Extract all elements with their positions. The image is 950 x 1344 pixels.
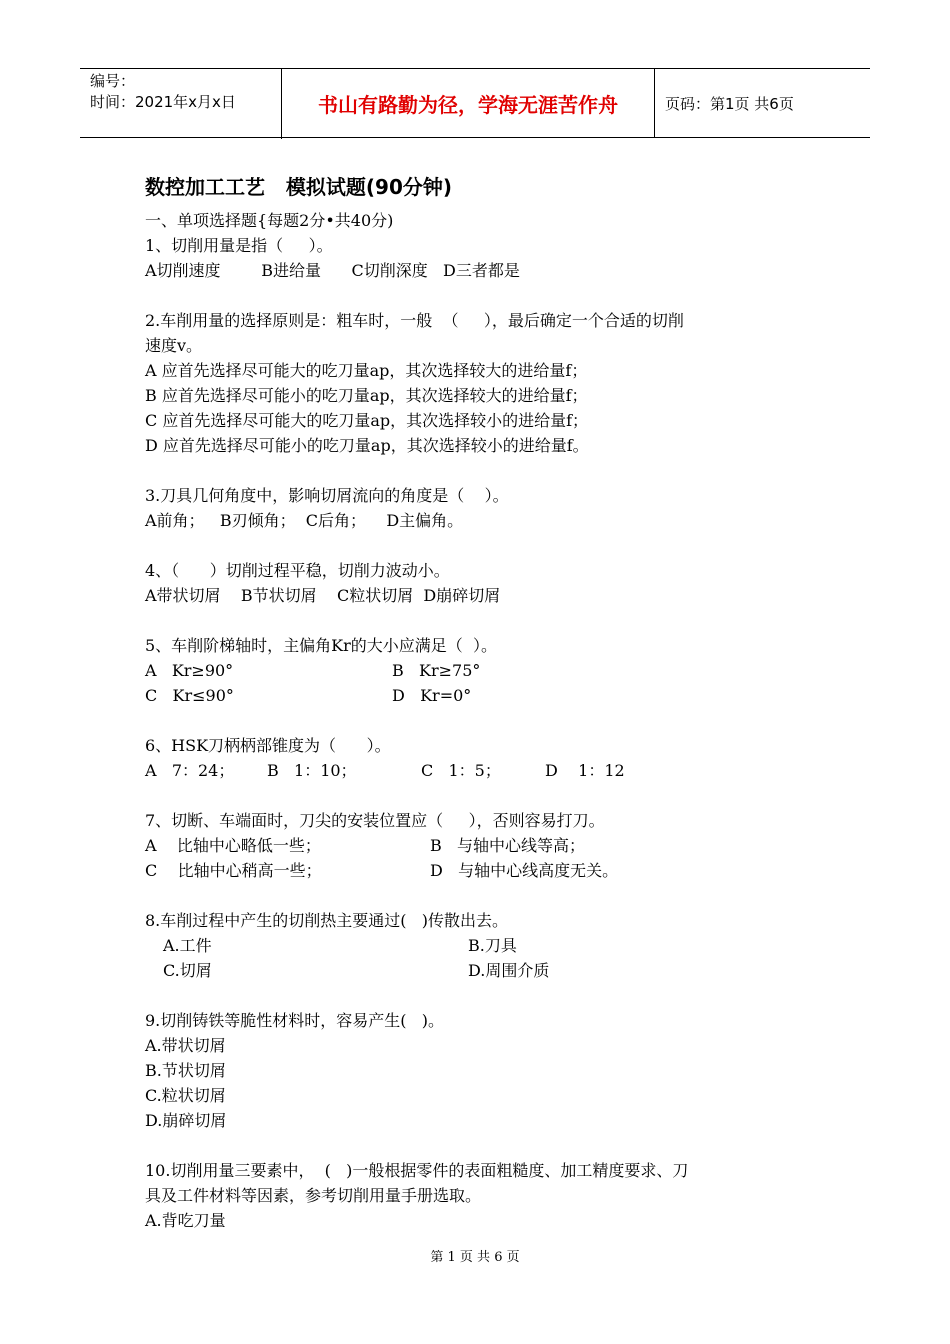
- question-5-option-b: B Kr≥75°: [392, 661, 481, 680]
- question-8-option-a: A.工件: [163, 936, 212, 955]
- question-5-options-row1: [145, 658, 825, 683]
- question-8-options-row2: [145, 958, 825, 983]
- question-9-option-b: B.节状切屑: [145, 1061, 226, 1080]
- question-7-options-row2: [145, 858, 825, 883]
- question-2-option-b: B 应首先选择尽可能小的吃刀量ap，其次选择较大的进给量f；: [145, 386, 588, 405]
- question-2-option-c: C 应首先选择尽可能大的吃刀量ap，其次选择较小的进给量f；: [145, 411, 589, 430]
- exam-content: [145, 208, 825, 1233]
- header-meta: [80, 69, 282, 139]
- question-5: 5、车削阶梯轴时，主偏角Kr的大小应满足（ ）。: [145, 636, 497, 655]
- time-label: 时间：2021年x月x日: [90, 93, 236, 111]
- question-4-options: A带状切屑 B节状切屑 C粒状切屑 D崩碎切屑: [145, 586, 501, 605]
- question-9-option-d: D.崩碎切屑: [145, 1111, 227, 1130]
- question-1-options: A切削速度 B进给量 C切削深度 D三者都是: [145, 261, 520, 280]
- question-7-option-a: A 比轴中心略低一些；: [145, 836, 321, 855]
- question-5-option-a: A Kr≥90°: [145, 661, 234, 680]
- question-2: 2.车削用量的选择原则是：粗车时，一般 （ ），最后确定一个合适的切削: [145, 311, 684, 330]
- question-9-option-a: A.带状切屑: [145, 1036, 226, 1055]
- question-8-options-row1: [145, 933, 825, 958]
- question-5-option-c: C Kr≤90°: [145, 686, 234, 705]
- question-6-option-a: A 7：24；: [145, 761, 235, 780]
- question-9-option-c: C.粒状切屑: [145, 1086, 226, 1105]
- question-6-options: [145, 758, 825, 783]
- question-8: 8.车削过程中产生的切削热主要通过( )传散出去。: [145, 911, 509, 930]
- question-7: 7、切断、车端面时，刀尖的安装位置应（ ），否则容易打刀。: [145, 811, 605, 830]
- question-6-option-c: C 1：5；: [421, 761, 501, 780]
- question-7-option-c: C 比轴中心稍高一些；: [145, 861, 322, 880]
- question-5-options-row2: [145, 683, 825, 708]
- header-motto: 书山有路勤为径，学海无涯苦作舟: [282, 69, 655, 137]
- question-6: 6、HSK刀柄柄部锥度为（ ）。: [145, 736, 391, 755]
- page-footer: 第 1 页 共 6 页: [430, 1250, 520, 1265]
- question-7-option-d: D 与轴中心线高度无关。: [430, 861, 619, 880]
- question-10: 10.切削用量三要素中， ( )一般根据零件的表面粗糙度、加工精度要求、刀: [145, 1161, 689, 1180]
- question-1: 1、切削用量是指（ ）。: [145, 236, 333, 255]
- header-page-info: 页码：第1页 共6页: [665, 94, 794, 113]
- question-7-option-b: B 与轴中心线等高；: [430, 836, 586, 855]
- question-6-option-d: D 1：12: [545, 761, 625, 780]
- section-heading: 一、单项选择题{每题2分•共40分): [145, 211, 394, 230]
- page-header: [80, 68, 870, 138]
- question-9: 9.切削铸铁等脆性材料时，容易产生( )。: [145, 1011, 445, 1030]
- question-10-cont: 具及工件材料等因素，参考切削用量手册选取。: [145, 1186, 482, 1205]
- question-8-option-b: B.刀具: [468, 936, 517, 955]
- question-10-option-a: A.背吃刀量: [145, 1211, 226, 1230]
- question-2-cont: 速度v。: [145, 336, 203, 355]
- question-4: 4、（ ）切削过程平稳，切削力波动小。: [145, 561, 450, 580]
- question-2-option-d: D 应首先选择尽可能小的吃刀量ap，其次选择较小的进给量f。: [145, 436, 589, 455]
- number-label: 编号：: [90, 72, 136, 90]
- question-7-options-row1: [145, 833, 825, 858]
- question-5-option-d: D Kr=0°: [392, 686, 472, 705]
- question-2-option-a: A 应首先选择尽可能大的吃刀量ap，其次选择较大的进给量f；: [145, 361, 588, 380]
- question-3-options: A前角； B刃倾角； C后角； D主偏角。: [145, 511, 464, 530]
- question-8-option-d: D.周围介质: [468, 961, 550, 980]
- question-3: 3.刀具几何角度中，影响切屑流向的角度是（ ）。: [145, 486, 509, 505]
- question-6-option-b: B 1：10；: [267, 761, 357, 780]
- question-8-option-c: C.切屑: [163, 961, 212, 980]
- exam-title: 数控加工工艺 模拟试题(90分钟): [145, 175, 453, 199]
